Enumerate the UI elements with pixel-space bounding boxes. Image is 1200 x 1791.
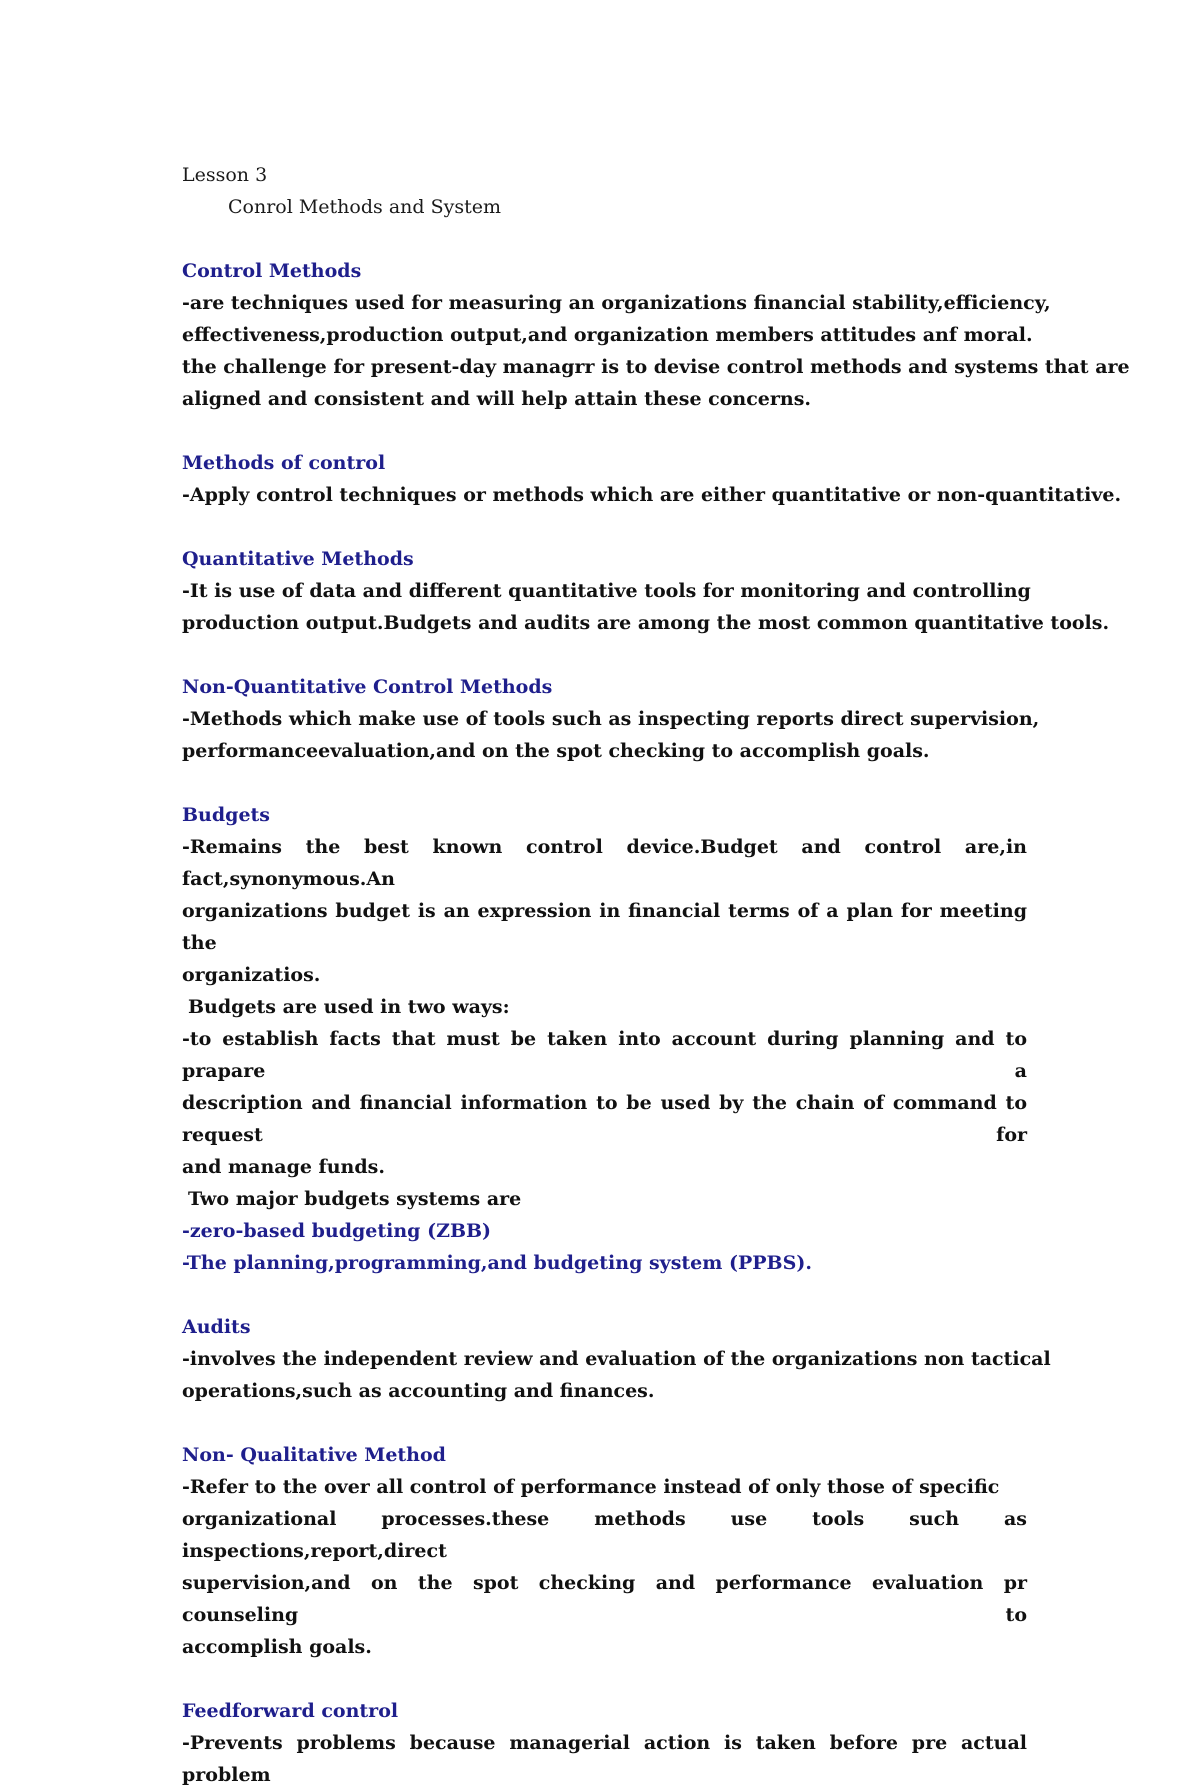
paragraph-line: and manage funds. [182,1156,385,1178]
paragraph-line: aligned and consistent and will help attain these concerns. [182,388,812,410]
spacer [182,767,1027,799]
spacer [182,223,1027,255]
section-heading-methods-of-control: Methods of control [182,452,386,474]
section-heading-non-quantitative: Non-Quantitative Control Methods [182,676,553,698]
paragraph-line: -Prevents problems because managerial action is taken before pre actual problem [182,1732,1027,1786]
spacer [182,1279,1027,1311]
paragraph-line: production output.Budgets and audits are among the most common quantitative tools. [182,612,1110,634]
paragraph-line: -Apply control techniques or methods which are either quantitative or non-quantitative. [182,484,1122,506]
section-heading-budgets: Budgets [182,804,271,826]
paragraph-line: effectiveness,production output,and organization members attitudes anf moral. [182,324,1033,346]
paragraph-line: performanceevaluation,and on the spot checking to accomplish goals. [182,740,930,762]
paragraph-line: organizations budget is an expression in financial terms of a plan for meeting the [182,900,1027,954]
paragraph-line: description and financial information to be used by the chain of command to request for [182,1092,1027,1146]
section-heading-quantitative-methods: Quantitative Methods [182,548,414,570]
section-heading-feedforward: Feedforward control [182,1700,399,1722]
paragraph-line: -Remains the best known control device.Budget and control are,in fact,synonymous.An [182,836,1027,890]
spacer [182,1407,1027,1439]
paragraph-line: the challenge for present-day managrr is to devise control methods and systems that are [182,356,1130,378]
spacer [182,639,1027,671]
paragraph-line: -are techniques used for measuring an organizations financial stability,efficiency, [182,292,1051,314]
paragraph-line: Two major budgets systems are [188,1188,522,1210]
document-body [182,159,1130,1791]
paragraph-line: Budgets are used in two ways: [188,996,510,1018]
budget-system-item: -zero-based budgeting (ZBB) [182,1220,492,1242]
section-heading-non-qualitative: Non- Qualitative Method [182,1444,446,1466]
paragraph-line: -Methods which make use of tools such as inspecting reports direct supervision, [182,708,1040,730]
paragraph-line: -It is use of data and different quantitative tools for monitoring and controlling [182,580,1031,602]
paragraph-line: organizational processes.these methods use tools such as inspections,report,direct [182,1508,1027,1562]
lesson-number: Lesson 3 [182,164,268,186]
spacer [182,1663,1027,1695]
lesson-title: Conrol Methods and System [228,196,501,218]
paragraph-line: operations,such as accounting and finances. [182,1380,655,1402]
paragraph-line: -to establish facts that must be taken into account during planning and to prapare a [182,1028,1027,1082]
paragraph-line: organizatios. [182,964,321,986]
paragraph-line: supervision,and on the spot checking and performance evaluation pr counseling to [182,1572,1027,1626]
spacer [182,415,1027,447]
paragraph-line: -Refer to the over all control of performance instead of only those of specific [182,1476,1000,1498]
spacer [182,511,1027,543]
budget-system-item: -The planning,programming,and budgeting system (PPBS). [182,1252,812,1274]
section-heading-control-methods: Control Methods [182,260,362,282]
section-heading-audits: Audits [182,1316,251,1338]
paragraph-line: -involves the independent review and evaluation of the organizations non tactical [182,1348,1051,1370]
paragraph-line: accomplish goals. [182,1636,372,1658]
